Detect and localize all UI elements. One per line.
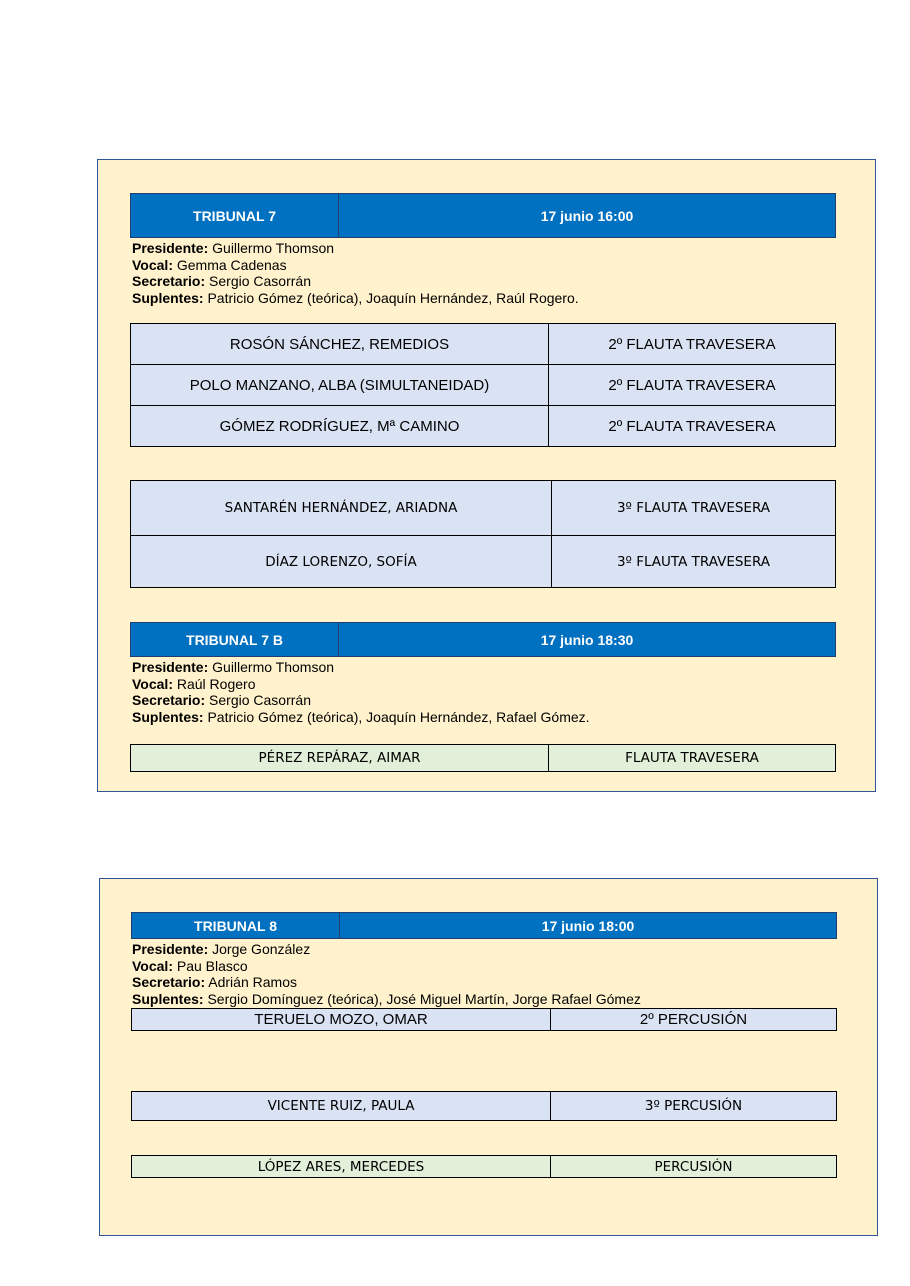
student-name: GÓMEZ RODRÍGUEZ, Mª CAMINO [131, 406, 549, 446]
table-row [131, 745, 835, 771]
student-name: TERUELO MOZO, OMAR [132, 1009, 551, 1030]
tribunal-8-title: TRIBUNAL 8 [132, 913, 340, 938]
vocal-line: Vocal: Pau Blasco [132, 957, 248, 974]
tribunal-8-panel [99, 878, 878, 1236]
tribunal-7-table-2 [130, 323, 836, 447]
student-name: LÓPEZ ARES, MERCEDES [132, 1156, 551, 1177]
tribunal-7-date: 17 junio 16:00 [540, 207, 634, 224]
table-row [131, 405, 835, 446]
student-name: PÉREZ REPÁRAZ, AIMAR [131, 745, 549, 771]
tribunal-8-date: 17 junio 18:00 [541, 917, 635, 934]
table-row [131, 364, 835, 405]
tribunal-7-title: TRIBUNAL 7 [131, 194, 339, 237]
student-course: 3º PERCUSIÓN [644, 1098, 743, 1114]
secretario-line: Secretario: Sergio Casorrán [132, 273, 311, 289]
table-row [132, 1156, 836, 1177]
table-row [131, 324, 835, 364]
table-row [132, 1009, 836, 1030]
student-name: ROSÓN SÁNCHEZ, REMEDIOS [131, 324, 549, 364]
presidente-line: Presidente: Guillermo Thomson [132, 240, 335, 256]
tribunal-7-header [130, 193, 836, 238]
tribunal-8-table-green [131, 1155, 837, 1178]
student-course: 2º PERCUSIÓN [639, 1011, 748, 1028]
tribunal-7b-members [132, 659, 590, 725]
student-course: 3º FLAUTA TRAVESERA [616, 500, 771, 516]
vocal-line: Vocal: Raúl Rogero [132, 675, 256, 692]
table-row [131, 481, 835, 535]
suplentes-line: Suplentes: Sergio Domínguez (teórica), José Miguel Martín, Jorge Rafael Gómez [132, 990, 641, 1007]
tribunal-8-members [132, 941, 641, 1007]
suplentes-line: Suplentes: Patricio Gómez (teórica), Joaquín Hernández, Raúl Rogero. [132, 289, 579, 306]
table-row [132, 1092, 836, 1120]
tribunal-8-table-2 [131, 1008, 837, 1031]
tribunal-7b-title: TRIBUNAL 7 B [131, 623, 339, 656]
student-name: DÍAZ LORENZO, SOFÍA [131, 536, 552, 587]
secretario-line: Secretario: Adrián Ramos [132, 974, 297, 990]
tribunal-7b-date: 17 junio 18:30 [540, 631, 634, 648]
tribunal-8-table-3 [131, 1091, 837, 1121]
student-course: 2º FLAUTA TRAVESERA [608, 376, 776, 394]
tribunal-8-header [131, 912, 837, 939]
tribunal-7-table-3 [130, 480, 836, 588]
secretario-line: Secretario: Sergio Casorrán [132, 692, 311, 708]
suplentes-line: Suplentes: Patricio Gómez (teórica), Joaquín Hernández, Rafael Gómez. [132, 708, 590, 725]
tribunal-7b-table [130, 744, 836, 772]
tribunal-7b-header [130, 622, 836, 657]
student-course: PERCUSIÓN [654, 1158, 733, 1175]
vocal-line: Vocal: Gemma Cadenas [132, 256, 287, 273]
presidente-line: Presidente: Jorge González [132, 941, 311, 957]
presidente-line: Presidente: Guillermo Thomson [132, 659, 335, 675]
student-course: 3º FLAUTA TRAVESERA [616, 553, 771, 570]
tribunal-7-panel [97, 159, 876, 792]
table-row [131, 535, 835, 587]
student-course: FLAUTA TRAVESERA [625, 750, 759, 766]
student-name: VICENTE RUIZ, PAULA [132, 1092, 551, 1120]
student-course: 2º FLAUTA TRAVESERA [608, 335, 776, 353]
student-name: SANTARÉN HERNÁNDEZ, ARIADNA [131, 481, 552, 535]
tribunal-7-members [132, 240, 579, 306]
student-name: POLO MANZANO, ALBA (SIMULTANEIDAD) [131, 365, 549, 405]
student-course: 2º FLAUTA TRAVESERA [608, 417, 776, 435]
